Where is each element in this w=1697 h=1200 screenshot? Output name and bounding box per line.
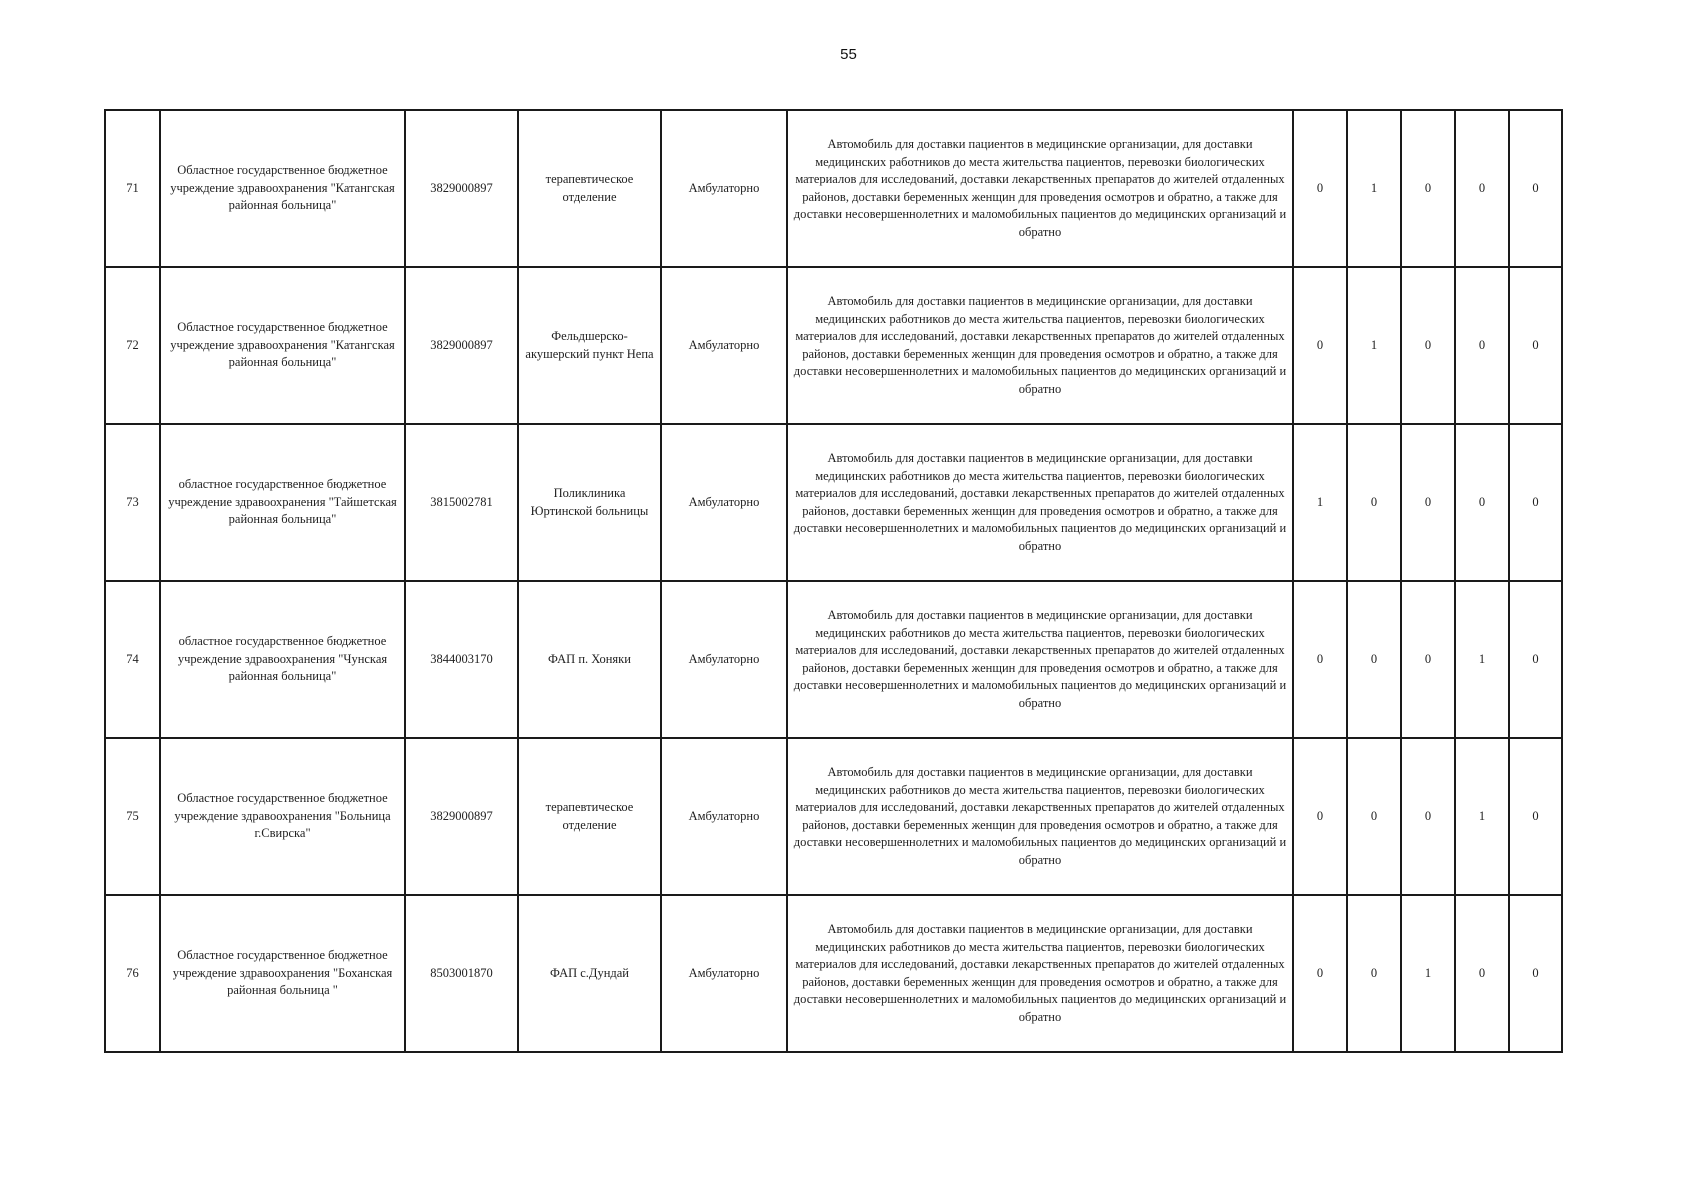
count-cell-5: 0 [1509, 581, 1562, 738]
row-number: 71 [105, 110, 160, 267]
count-cell-4: 1 [1455, 581, 1509, 738]
count-cell-5: 0 [1509, 424, 1562, 581]
count-cell-5: 0 [1509, 895, 1562, 1052]
inn-code: 3829000897 [405, 267, 518, 424]
inn-code: 3815002781 [405, 424, 518, 581]
count-cell-4: 0 [1455, 424, 1509, 581]
table-row [105, 738, 1562, 895]
count-cell-5: 0 [1509, 110, 1562, 267]
table-row [105, 895, 1562, 1052]
count-cell-4: 0 [1455, 110, 1509, 267]
count-cell-3: 0 [1401, 424, 1455, 581]
organization-name: областное государственное бюджетное учреждение здравоохранения "Тайшетская районная больница" [160, 424, 405, 581]
care-mode: Амбулаторно [661, 738, 787, 895]
table-row [105, 267, 1562, 424]
care-mode: Амбулаторно [661, 895, 787, 1052]
organization-name: Областное государственное бюджетное учреждение здравоохранения "Катангская районная больница" [160, 267, 405, 424]
organization-name: областное государственное бюджетное учреждение здравоохранения "Чунская районная больница" [160, 581, 405, 738]
count-cell-5: 0 [1509, 267, 1562, 424]
organization-name: Областное государственное бюджетное учреждение здравоохранения "Боханская районная больница " [160, 895, 405, 1052]
table-row [105, 581, 1562, 738]
count-cell-1: 1 [1293, 424, 1347, 581]
count-cell-2: 0 [1347, 581, 1401, 738]
count-cell-5: 0 [1509, 738, 1562, 895]
count-cell-2: 0 [1347, 738, 1401, 895]
vehicle-purpose: Автомобиль для доставки пациентов в медицинские организации, для доставки медицинских работников до места жительства пациентов, перевозки биологических материалов для исследований, доставки лекарственных препаратов до жителей отдаленных районов, доставки беременных женщин для проведения осмотров и обратно, а также для доставки несовершеннолетних и маломобильных пациентов до медицинских организаций и обратно [787, 895, 1293, 1052]
count-cell-3: 0 [1401, 738, 1455, 895]
count-cell-1: 0 [1293, 581, 1347, 738]
care-mode: Амбулаторно [661, 110, 787, 267]
row-number: 75 [105, 738, 160, 895]
organization-name: Областное государственное бюджетное учреждение здравоохранения "Больница г.Свирска" [160, 738, 405, 895]
inn-code: 3829000897 [405, 738, 518, 895]
table-row [105, 424, 1562, 581]
count-cell-1: 0 [1293, 895, 1347, 1052]
row-number: 73 [105, 424, 160, 581]
subdivision-name: ФАП с.Дундай [518, 895, 661, 1052]
care-mode: Амбулаторно [661, 581, 787, 738]
subdivision-name: Поликлиника Юртинской больницы [518, 424, 661, 581]
inn-code: 8503001870 [405, 895, 518, 1052]
row-number: 76 [105, 895, 160, 1052]
vehicle-purpose: Автомобиль для доставки пациентов в медицинские организации, для доставки медицинских работников до места жительства пациентов, перевозки биологических материалов для исследований, доставки лекарственных препаратов до жителей отдаленных районов, доставки беременных женщин для проведения осмотров и обратно, а также для доставки несовершеннолетних и маломобильных пациентов до медицинских организаций и обратно [787, 110, 1293, 267]
count-cell-4: 0 [1455, 895, 1509, 1052]
table-row [105, 110, 1562, 267]
count-cell-4: 1 [1455, 738, 1509, 895]
count-cell-1: 0 [1293, 738, 1347, 895]
page-number: 55 [840, 46, 857, 63]
count-cell-2: 1 [1347, 267, 1401, 424]
inn-code: 3829000897 [405, 110, 518, 267]
vehicle-purpose: Автомобиль для доставки пациентов в медицинские организации, для доставки медицинских работников до места жительства пациентов, перевозки биологических материалов для исследований, доставки лекарственных препаратов до жителей отдаленных районов, доставки беременных женщин для проведения осмотров и обратно, а также для доставки несовершеннолетних и маломобильных пациентов до медицинских организаций и обратно [787, 738, 1293, 895]
vehicle-purpose: Автомобиль для доставки пациентов в медицинские организации, для доставки медицинских работников до места жительства пациентов, перевозки биологических материалов для исследований, доставки лекарственных препаратов до жителей отдаленных районов, доставки беременных женщин для проведения осмотров и обратно, а также для доставки несовершеннолетних и маломобильных пациентов до медицинских организаций и обратно [787, 581, 1293, 738]
care-mode: Амбулаторно [661, 424, 787, 581]
count-cell-3: 1 [1401, 895, 1455, 1052]
count-cell-2: 1 [1347, 110, 1401, 267]
subdivision-name: Фельдшерско-акушерский пункт Непа [518, 267, 661, 424]
count-cell-1: 0 [1293, 110, 1347, 267]
row-number: 74 [105, 581, 160, 738]
count-cell-1: 0 [1293, 267, 1347, 424]
organization-name: Областное государственное бюджетное учреждение здравоохранения "Катангская районная больница" [160, 110, 405, 267]
row-number: 72 [105, 267, 160, 424]
vehicle-purpose: Автомобиль для доставки пациентов в медицинские организации, для доставки медицинских работников до места жительства пациентов, перевозки биологических материалов для исследований, доставки лекарственных препаратов до жителей отдаленных районов, доставки беременных женщин для проведения осмотров и обратно, а также для доставки несовершеннолетних и маломобильных пациентов до медицинских организаций и обратно [787, 424, 1293, 581]
count-cell-3: 0 [1401, 267, 1455, 424]
count-cell-3: 0 [1401, 110, 1455, 267]
subdivision-name: ФАП п. Хоняки [518, 581, 661, 738]
vehicle-registry-table [104, 109, 1563, 1053]
care-mode: Амбулаторно [661, 267, 787, 424]
subdivision-name: терапевтическое отделение [518, 738, 661, 895]
count-cell-2: 0 [1347, 424, 1401, 581]
count-cell-3: 0 [1401, 581, 1455, 738]
inn-code: 3844003170 [405, 581, 518, 738]
count-cell-4: 0 [1455, 267, 1509, 424]
count-cell-2: 0 [1347, 895, 1401, 1052]
vehicle-purpose: Автомобиль для доставки пациентов в медицинские организации, для доставки медицинских работников до места жительства пациентов, перевозки биологических материалов для исследований, доставки лекарственных препаратов до жителей отдаленных районов, доставки беременных женщин для проведения осмотров и обратно, а также для доставки несовершеннолетних и маломобильных пациентов до медицинских организаций и обратно [787, 267, 1293, 424]
subdivision-name: терапевтическое отделение [518, 110, 661, 267]
